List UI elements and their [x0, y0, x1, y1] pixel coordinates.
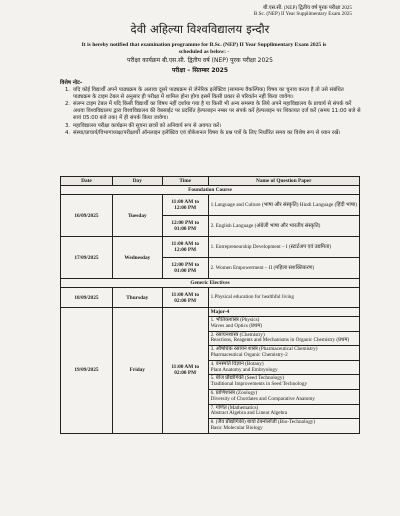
time-cell: 11:00 AM to 02:00 PM: [162, 288, 208, 308]
note-number: 2.: [64, 101, 70, 108]
note-item: [54, 87, 362, 101]
paper-cell: 1.Language and Culture (भाषा और संस्कृति) Hindi Language (हिंदी भाषा): [208, 195, 359, 216]
section-row-foundation: [61, 186, 360, 195]
note-text: महाविद्यालय परीक्षा कार्यक्रम की सूचना छात्रों को अनिवार्य रूप से अवगत करें।: [73, 122, 222, 129]
subject-paper: Basic Molecular Biology: [210, 424, 263, 431]
note-text: यदि कोई विद्यार्थी अपने पाठ्यक्रम के अलावा दूसरे पाठ्यक्रम से जेनेरिक इलेक्टिव (सामान्य वैकल्पिक) विषय का चुनाव करता है तो उसे संबंधित पाठ्यक्रम के टाइम टेबल से अनुसार ही परीक्षा में शामिल होना होगा इसमें किसी प्रकार से परिवर्तन नहीं किया जावेगा।: [73, 87, 344, 101]
note-number: 1.: [64, 87, 70, 94]
subject-cell: [208, 389, 359, 404]
ref-line-hindi: बी.एस.सी. (NEP) द्वितीय वर्ष पूरक परीक्षा 2025: [263, 5, 352, 11]
notes-heading: विशेष नोट–: [60, 80, 83, 86]
subject-paper: Traditional Improvements in Seed Technology: [210, 381, 308, 388]
university-title: देवी अहिल्या विश्वविद्यालय इन्दौर: [130, 22, 270, 36]
subject-paper: Reactions, Reagents and Mechanisms in Organic Chemistry (प्रथम): [210, 337, 350, 344]
subject-name: 3. औषधिक रसायन शास्त्र (Pharmaceutical Chemistry): [210, 346, 318, 353]
ref-line-english: B.Sc. (NEP) II Year Supplimentary Exam 2025: [253, 11, 352, 18]
time-cell: 11:00 AM to 12:00 PM: [162, 237, 208, 258]
date-cell: 18/09/2025: [61, 288, 113, 308]
note-item: [54, 130, 362, 137]
date-cell: 17/09/2025: [61, 237, 113, 279]
col-header-time: Time: [162, 177, 208, 186]
programme-subtitle: परीक्षा कार्यक्रम बी.एस.सी. द्वितीय वर्ष (NEP) पूरक परीक्षा 2025: [127, 57, 273, 64]
exam-schedule-table: [60, 176, 360, 434]
section-generic-electives: Generic Electives: [61, 279, 360, 288]
subject-name: 7. गणित (Mathematics): [210, 404, 259, 411]
note-item: [54, 123, 362, 130]
subject-cell: [208, 375, 359, 390]
paper-cell: 1.Physical education for healthful living: [208, 288, 359, 308]
subject-name: 4. वनस्पति विज्ञान (Botany): [210, 360, 264, 367]
day-cell: Thursday: [112, 288, 162, 308]
subject-cell: [208, 419, 359, 434]
table-header-row: [61, 177, 360, 186]
table-row: [61, 237, 360, 258]
table-row: [61, 195, 360, 216]
table-row: [61, 288, 360, 308]
time-cell: 12:00 PM to 01:00 PM: [162, 258, 208, 279]
day-cell: Tuesday: [112, 195, 162, 237]
col-header-paper: Name of Question Paper: [208, 177, 359, 186]
paper-cell: 1. Entrepreneurship Development – I (स्टार्टअप एवं उद्यमिता): [208, 237, 359, 258]
exam-month: परीक्षा – सितम्बर 2025: [171, 67, 229, 74]
paper-cell: 2. Women Empowerment – II (महिला सशक्तिकरण): [208, 258, 359, 279]
subject-cell: [208, 404, 359, 419]
time-cell: 12:00 PM to 01:00 PM: [162, 216, 208, 237]
col-header-day: Day: [112, 177, 162, 186]
date-cell: 19/09/2025: [61, 308, 113, 434]
section-row-generic: [61, 279, 360, 288]
subject-paper: Pharmaceutical Organic Chemistry-2: [210, 351, 288, 358]
subject-paper: Waves and Optics (प्रथम): [210, 322, 263, 329]
subject-cell: [208, 317, 359, 332]
subject-cell: [208, 360, 359, 375]
date-cell: 16/09/2025: [61, 195, 113, 237]
time-cell: 11:00 AM to 12:00 PM: [162, 195, 208, 216]
note-text: संलग्न टाइम टेबल में यदि किसी विद्यार्थी का विषय नहीं दर्शाया गया है या किसी भी अन्य समस्या के लिये अपने महाविद्यालय के प्राचार्य से संपर्क करें अथवा विश्वविद्यालय द्वारा विश्वविद्यालय की वेबसाईट पर प्रदर्शित हेल्पलाइन नम्बर पर संपर्क करें हेल्पलाइन पर शिकायत दर्ज करें (समय 11:00 बजे से सायं 05:00 बजे तक) में ही संपर्क किया जावेगा।: [73, 101, 361, 122]
paper-cell: 2. English Language (अंग्रेजी भाषा और भारतीय संस्कृति): [208, 216, 359, 237]
subject-cell: [208, 331, 359, 346]
notification-text: [54, 42, 354, 56]
subject-cell: [208, 346, 359, 361]
subject-name: 1. भौतिकशास्त्र (Physics): [210, 317, 260, 323]
subject-paper: Abstract Algebra and Linear Algebra: [210, 410, 288, 417]
note-number: 4.: [64, 129, 70, 136]
notice-line-1: It is hereby notified that examination programme for B.Sc. (NEP) II Year Supplimentary Exam 2025 is: [81, 42, 327, 48]
subject-name: 5. बीज प्रौद्योगिकी (Seed Technology): [210, 375, 285, 382]
note-number: 3.: [64, 122, 70, 129]
col-header-date: Date: [61, 177, 113, 186]
table-row: [61, 308, 360, 317]
time-cell: 11:00 AM to 02:00 PM: [162, 308, 208, 434]
special-notes: [54, 80, 362, 137]
subject-name: 8. (जैव प्रौद्योगिकी) बायो टेक्नोलॉजी (Bio-Technology): [210, 419, 316, 426]
subject-paper: Plant Anatomy and Embryology: [210, 366, 278, 373]
note-item: [54, 101, 362, 122]
subject-name: 2. रसायनशास्त्र (Chemistry): [210, 331, 265, 338]
day-cell: Wednesday: [112, 237, 162, 279]
day-cell: Friday: [112, 308, 162, 434]
notice-line-2: scheduled as below: -: [178, 49, 230, 55]
section-foundation-course: Foundation Course: [61, 186, 360, 195]
subject-paper: Diversity of Chordates and Comparative Anatomy: [210, 395, 316, 402]
note-text: संस्था/प्राचार्य/विभागाध्यक्ष/परीक्षार्थी ऑनलाइन इलेक्टिव एवं वोकेशनल विषय के प्रश्न पत्रों के लिए निर्धारित समय का विशेष रूप से ध्यान रखें।: [73, 129, 341, 136]
reference-header: [254, 5, 352, 18]
section-major-4: Major-4: [208, 308, 359, 317]
subject-name: 6. प्राणिशास्त्र (Zoology): [210, 389, 258, 396]
